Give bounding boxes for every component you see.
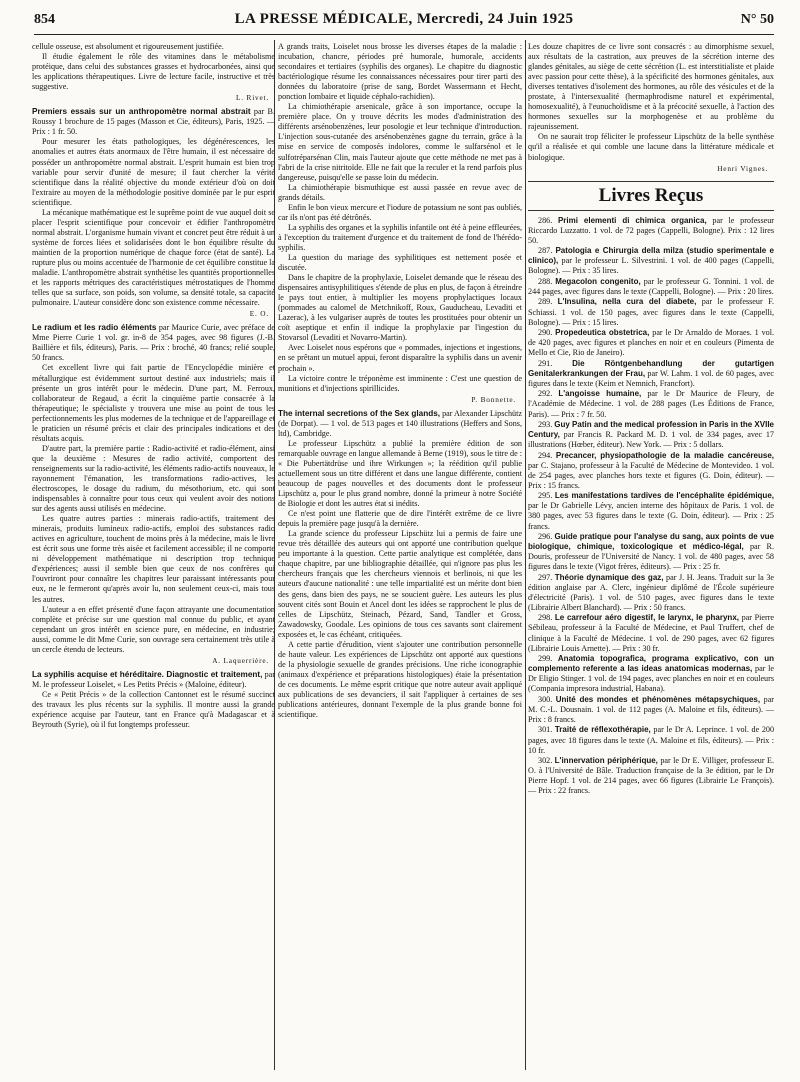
signature: E. O. xyxy=(249,309,269,319)
item-title: Le carrefour aéro digestif, le larynx, le pharynx, xyxy=(554,613,739,623)
list-item xyxy=(528,613,774,653)
list-item xyxy=(528,216,774,246)
item-details: par le professeur F. Schiassi. 1 vol. de 150 pages, avec figures dans le texte (Cappelli, Bologne). — Prix : 15 lires. xyxy=(528,297,775,327)
item-details: par C. Stajano, professeur à la Faculté de Médecine de Montevideo. 1 vol. de 254 pages, avec planches hors texte et figures (G. Doin, éditeur). — Prix : 15 francs. xyxy=(528,460,774,490)
item-title: L'angoisse humaine, xyxy=(558,389,642,399)
list-item xyxy=(528,297,774,327)
item-title: Théorie dynamique des gaz, xyxy=(554,572,664,582)
page-number: 854 xyxy=(34,12,55,27)
signature: Henri Vignes. xyxy=(717,163,768,173)
item-details: par le Dr Maurice de Fleury, de l'Académie de Médecine. 1 vol. de 288 pages (Les Éditions de France, Paris). — Prix : 7 fr. 50. xyxy=(528,389,775,419)
list-item xyxy=(528,451,774,491)
journal-title: LA PRESSE MÉDICALE, Mercredi, 24 Juin 1925 xyxy=(234,11,574,27)
item-title: Anatomia topografica, programa explicativo, con un complemento referente a las ideas anatomicas modernas, xyxy=(528,654,774,674)
item-details: par W. Lahm. 1 vol. de 60 pages, avec figures dans le texte (Keim et Nemnich, Francfort). xyxy=(528,368,774,388)
paragraph: La victoire contre le tréponème est imminente : C'est une question de munitions et d'injections spirillicides. xyxy=(278,373,522,393)
item-title: Traité de réflexothérapie, xyxy=(554,725,651,735)
item-title: Guide pratique pour l'analyse du sang, aux points de vue biologique, chimique, toxicologique et médico-légal, xyxy=(528,532,775,552)
book-reference: par B. Roussy 1 brochure de 15 pages (Masson et Cie, éditeurs), Paris, 1925. — Prix : 1 fr. 50. xyxy=(32,107,275,137)
book-title: Le radium et les radio éléments xyxy=(32,323,157,333)
paragraph: Il étudie également le rôle des vitamines dans le métabolisme protéique, dans celui des substances grasses et hydrocarbonées, ainsi que les applications thérapeutiques. Livre de lecture facile, instructive et très suggestive. xyxy=(32,52,275,92)
paragraph: Ce n'est point une flatterie que de dire l'intérêt extrême de ce livre depuis la première page jusqu'à la dernière. xyxy=(278,509,522,529)
paragraph: A cette partie d'érudition, vient s'ajouter une contribution personnelle de haute valeur. Les expériences de Lipschütz ont apporté aux questions de la physiologie sexuelle de grandes précisions. Une riche iconographie (animaux d'expérience et préparations histologiques) étaie la présentation de ces documents. Le même esprit critique que notre auteur avait appliqué aux publications de ses devanciers, il sait l'appliquer à certaines de ses publications antérieures, donnant l'exemple de la plus grande bonne foi scientifique. xyxy=(278,639,522,720)
list-item xyxy=(528,491,774,531)
paragraph: Ce « Petit Précis » de la collection Cantonnet est le résumé succinct des travaux les plus récents sur la syphilis. Il montre aussi la grande expérience acquise par l'auteur, tant en France qu'à Madagascar et à Beyrouth (Syrie), où il fut longtemps professeur. xyxy=(32,689,275,730)
item-details: par le Dr A. Leprince. 1 vol. de 200 pages, avec 18 figures dans le texte (A. Maloine et fils, éditeurs). — Prix : 10 fr. xyxy=(528,725,775,755)
book-reference: par M. le professeur Loiselet, « Les Petits Précis » (Maloine, éditeur). xyxy=(32,669,275,689)
paragraph: Les quatre autres parties : minerais radio-actifs, traitement des minerais, produits lumineux radio-actifs, emploi des substances radio actives en agriculture, touchent de moins près à la médecine, mais le livre est écrit sous une forme très aisée et facilement accessible; il ne comporte ni développement mathématique ni description trop technique d'expériences; aussi il semble bien que ceux de nos confrères qui l'ouvriront pour connaître les chapitres leur paraissant intéressants pour eux, ne le fermeront qu'après avoir lu, non seulement ceux-ci, mais tous les autres. xyxy=(32,514,275,604)
paragraph: Pour mesurer les états pathologiques, les dégénérescences, les anomalies et autres états anormaux de l'être humain, il est nécessaire de posséder un anthropomètre normal abstrait. L'esprit humain est bien trop variable pour servir d'unité de mesure; il faut chercher la vérité scientifique dans la réalité objective du monde extérieur d'où on doit l'extraire au moyen de la méthodologie positive dominée par le pur esprit scientifique. xyxy=(32,137,275,207)
item-details: par le professeur L. Silvestrini. 1 vol. de 400 pages (Cappelli, Bologne). — Prix : 35 lires. xyxy=(528,256,774,276)
list-item xyxy=(528,695,774,725)
section-heading xyxy=(528,181,774,207)
item-number: 302. xyxy=(538,756,555,766)
page-header xyxy=(34,8,774,35)
item-title: Die Röntgenbehandlung der gutartigen Genitalerkrankungen der Frau, xyxy=(528,358,774,378)
book-reference: par Maurice Curie, avec préface de Mme Pierre Curie 1 vol. gr. in-8 de 354 pages, avec 98 figures (J.-B. Baillière et fils, éditeurs), Paris. — Prix : broché, 40 francs; relié souple, 50 francs. xyxy=(32,323,275,363)
signature: A. Laquerrière. xyxy=(212,655,269,665)
item-number: 291. xyxy=(538,358,573,368)
signature: L. Rivet. xyxy=(236,93,269,103)
review-internal-secretions-cont xyxy=(528,42,774,163)
list-item xyxy=(528,725,774,755)
review-radium xyxy=(32,363,275,654)
item-details: par le professeur G. Tonnini. 1 vol. de 244 pages, avec figures dans le texte (Cappelli, Bologne). — Prix : 20 lires. xyxy=(528,276,775,296)
item-number: 299. xyxy=(538,654,558,664)
review-title xyxy=(278,409,522,439)
item-title: Primi elementi di chimica organica, xyxy=(557,215,707,225)
list-item xyxy=(528,654,774,694)
item-number: 301. xyxy=(538,725,555,735)
paragraph: Dans le chapitre de la prophylaxie, Loiselet demande que le réseau des dispensaires antisyphilitiques s'étende de plus en plus, de façon à étreindre le pays tout entier, à multiplier les moyens prophylactiques locaux (pommades au calomel de Metchnikoff, Roux, Gauducheau, Levaditi et Lazerac), à les vulgariser auprès de toutes les prostituées pour obtenir un coït aseptique et enfin il indique la prophylaxie par l'ingestion du Stovarsol (Levaditi et Novarro-Martin). xyxy=(278,273,522,343)
item-number: 296. xyxy=(538,532,555,542)
item-details: par le professeur Riccardo Luzzatto. 1 vol. de 72 pages (Cappelli, Bologne). Prix : 12 lires 50. xyxy=(528,215,774,245)
books-received-list xyxy=(528,216,774,797)
item-number: 300. xyxy=(538,694,556,704)
item-title: Patologia e Chirurgia della milza (studio sperimentale e clinico), xyxy=(528,246,774,266)
list-item xyxy=(528,328,774,358)
item-title: L'innervation périphérique, xyxy=(554,756,658,766)
book-title: Premiers essais sur un anthropomètre normal abstrait xyxy=(32,107,251,117)
item-details: par R. Douris, professeur de l'Université de Nancy. 1 vol. de 480 pages, avec 58 figures dans le texte (Vigot frères, éditeurs). — Prix : 25 fr. xyxy=(528,542,774,572)
paragraph: La chimiothérapie bismuthique est aussi passée en revue avec de grands détails. xyxy=(278,182,522,202)
item-details: par le Dr Eligio Stinger. 1 vol. de 194 pages, avec planches en noir et en couleurs (Compania impresora industrial, Habana). xyxy=(528,664,774,694)
review-internal-secretions xyxy=(278,439,522,720)
paragraph: La grande science du professeur Lipschütz lui a permis de faire une revue très détaillée des auteurs qui ont apporté une contribution quelque peu importante à la question. Cette partie analytique est complétée, dans chaque chapitre, par une bibliographie détaillée, qui n'ignore pas plus les chercheurs français que les chercheurs viennois et berlinois, ni que les auteurs d'aucune nationalité : une telle impartialité est un mérite dont bien des gens, dans bien des pays, ne se soucient guère. Les auteurs les plus souvent cités sont Bouin et Ancel dont les idées se rapprochent le plus de celles de Lipschütz, Steinach, Pézard, Sand, Tandler et Gross, Zawadowsky, Goodale. Les opinions de tous ces savants sont clairement exposées et, le cas échéant, critiquées. xyxy=(278,529,522,639)
book-title: The internal secretions of the Sex glands, xyxy=(278,408,441,418)
paragraph: Le professeur Lipschütz a publié la première édition de son remarquable ouvrage en langue allemande à Berne (1919), sous le titre de : « Die Pubertätdrüse und ihre Wirkungen »; la réédition qu'il publie actuellement sous un titre différent et dans une langue différente, contient beaucoup de pages nouvelles et des documents dont le professeur Lipschütz a, pour le plus grand nombre, donné la primeur à notre Société de Biologie et dont les autres état si inédits. xyxy=(278,438,522,509)
item-number: 286. xyxy=(538,215,558,225)
review-syphilis-cont xyxy=(278,42,522,394)
review-syphilis-start xyxy=(32,690,275,730)
list-item xyxy=(528,532,774,572)
item-details: par le Dr E. Villiger, professeur E. O. à l'Université de Bâle. Traduction française de la 3e édition, par le Dr Pierre Hopf. 1 vol. de 214 pages, avec 66 figures (Librairie Le François). — Prix : 22 francs. xyxy=(528,756,775,796)
list-item xyxy=(528,420,774,450)
paragraph: On ne saurait trop féliciter le professeur Lipschütz de la belle synthèse qu'il a réalisée et qui comble une lacune dans la littérature médicale et biologique. xyxy=(528,132,774,162)
review-title xyxy=(32,670,275,690)
paragraph: cellule osseuse, est absolument et rigoureusement justifiée. xyxy=(32,42,224,51)
list-item xyxy=(528,389,774,419)
list-item xyxy=(528,756,774,796)
item-number: 295. xyxy=(538,491,555,501)
item-title: Propedeutica obstetrica, xyxy=(555,328,650,338)
review-roussy xyxy=(32,137,275,308)
column-divider xyxy=(525,40,526,1070)
item-number: 287. xyxy=(538,246,556,256)
item-title: Les manifestations tardives de l'encéphalite épidémique, xyxy=(554,491,774,501)
item-title: Megacolon congenito, xyxy=(555,276,641,286)
paragraph: Cet excellent livre qui fait partie de l'Encyclopédie minière et métallurgique est évidemment surtout destiné aux industriels; mais il présente un gros intérêt pour le médecin. D'une part, M. Ferroux, collaborateur de Regaud, a écrit la cinquième partie consacrée à la thérapeutique; le spécialiste y trouvera une mise au point de tous les perfectionnements les plus modernes de la technique et de l'appareillage et le praticien un résumé précis et clair des principales indications et des résultats acquis. xyxy=(32,363,275,443)
item-title: Precancer, physiopathologie de la maladie cancéreuse, xyxy=(555,450,775,460)
section-heading-text: Livres Reçus xyxy=(598,184,704,206)
item-title: Guy Patin and the medical profession in Paris in the XVIIe Century, xyxy=(528,420,775,440)
item-details: par M. C.-L. Dousnain. 1 vol. de 112 pages (A. Maloine et fils, éditeurs). — Prix : 8 francs. xyxy=(528,694,774,724)
item-title: L'Insulina, nella cura del diabete, xyxy=(557,297,697,307)
review-title xyxy=(32,323,275,363)
item-details: par Francis R. Packard M. D. 1 vol. de 334 pages, avec 17 illustrations (Hœber, éditeur). New York. — Prix : 5 dollars. xyxy=(528,430,774,450)
item-number: 293. xyxy=(538,420,555,430)
paragraph: L'auteur a en effet présenté d'une façon attrayante une documentation complète et précise sur une question mal connue du public, et ayant cependant un gros intérêt en science pure, en médecine, en industrie; aussi, comme le dit Mme Curie, son ouvrage sera certainement très utile à un cercle étendu de lecteurs. xyxy=(32,604,275,654)
item-number: 290. xyxy=(538,328,556,338)
review-rivet-end xyxy=(32,42,275,92)
paragraph: Enfin le bon vieux mercure et l'iodure de potassium ne sont pas oubliés, car ils n'ont pas été détrônés. xyxy=(278,202,522,222)
item-number: 294. xyxy=(538,450,556,460)
issue-number: N° 50 xyxy=(740,12,774,27)
paragraph: A grands traits, Loiselet nous brosse les diverses étapes de la maladie : incubation, chancre, périodes pré humorale, humorale, accidents secondaires et tertiaires (syphilis des organes). Le chapitre du diagnostic bactériologique résume les connaissances nécessaires pour tirer parti des données du laboratoire (prise de sang, Bordet Wassermann et Hecht, ponction lombaire et liquide céphalo-rachidien). xyxy=(278,42,522,102)
paragraph: La syphilis des organes et la syphilis infantile ont été à peine effleurées, à l'exception du traitement d'urgence et du traitement de fond de l'hérédo-syphilis. xyxy=(278,222,522,252)
item-number: 298. xyxy=(538,613,555,623)
paragraph: La question du mariage des syphilitiques est nettement posée et discutée. xyxy=(278,252,522,273)
paragraph: Les douze chapitres de ce livre sont consacrés : au dimorphisme sexuel, aux résultats de la castration, aux preuves de la sécrétion interne des glandes génitales, au siège de cette sécrétion (L. est interstitialiste et plaide avec passion pour cette thèse), à la spécificité des hormones génitales, aux diverses tentatives d'isolement des hormones, au rôle des vésicules et de la prostate, à l'intersexualité (hermaphrodisme naturel et expérimental, homosexualité), à l'eunuchoïdisme et à la précocité sexuelle, à l'action des hormones sexuelles sur la morphogenèse et au problème du rajeunissement. xyxy=(528,42,774,132)
review-title xyxy=(32,107,275,137)
item-title: Unité des mondes et phénomènes métapsychiques, xyxy=(555,694,761,704)
paragraph: Avec Loiselet nous espérons que « pommades, injections et ingestions, en se prêtant un mutuel appui, feront disparaître la syphilis dans un avenir prochain ». xyxy=(278,343,522,373)
item-number: 289. xyxy=(538,297,558,307)
list-item xyxy=(528,246,774,276)
item-details: par le Dr Gabrielle Lévy, ancien interne des hôpitaux de Paris. 1 vol. de 380 pages, avec 53 figures dans le texte (G. Doin, éditeur). — Prix : 25 francs. xyxy=(528,501,774,531)
signature: P. Bonnette. xyxy=(471,394,516,404)
column-left xyxy=(32,42,275,730)
column-middle xyxy=(278,42,522,720)
item-details: par Pierre Sébileau, professeur à la Faculté de Médecine, et Paul Truffert, chef de clinique à la Faculté de Médecine. 1 vol. de 290 pages, avec 62 figures (Librairie Louis Arnette). — Prix : 30 fr. xyxy=(528,613,775,653)
item-number: 288. xyxy=(538,276,556,286)
item-number: 292. xyxy=(538,389,559,399)
list-item xyxy=(528,277,774,297)
book-reference: par Alexander Lipschütz (de Dorpat). — 1 vol. de 513 pages et 140 illustrations (Heffers and Sons, ltd), Cambridge. xyxy=(278,408,522,438)
section-rule xyxy=(528,210,774,211)
paragraph: La chimiothérapie arsenicale, grâce à son importance, occupe la première place. On y trouve décrits les modes d'administration des différents arsénobenzènes, leur posologie et leur technique d'introduction. L'injection sous-cutanée des arsénobenzènes gagne du terrain, grâce à la mise en service de composés indolores, comme le sulfarsénol et le sulfotréparsénan Clin, mais l'auteur ajoute que cette méthode ne met pas à l'abri de la crise nitritoïde. Elle ne fait que la reculer et la rend parfois plus dangereuse, puisqu'elle se passe loin du médecin. xyxy=(278,102,522,182)
book-title: La syphilis acquise et héréditaire. Diagnostic et traitement, xyxy=(32,669,263,679)
item-details: par J. H. Jeans. Traduit sur la 3e édition anglaise par A. Clerc, ingénieur diplômé de l'École supérieure d'électricité (Paris). 1 vol. de 510 pages, avec figures dans le texte (Librairie Albert Blanchard). — Prix : 50 francs. xyxy=(528,572,774,612)
item-number: 297. xyxy=(538,572,555,582)
item-details: par le Dr Arnaldo de Moraes. 1 vol. de 420 pages, avec figures et planches en noir et en couleurs (Pimenta de Mello et Cie, Rio de Janeiro). xyxy=(528,328,775,358)
list-item xyxy=(528,359,774,389)
list-item xyxy=(528,573,774,613)
paragraph: D'autre part, la première partie : Radio-activité et radio-élément, ainsi que la deuxième : Mesures de radio activité, comportent des renseignements sur la radio-activité, les éléments radio-actifs nouveaux, le rayonnement l'émanation, les transformations radio-actives, les électroscopes, le dosage du radium, du mésothorium, etc. qui sont indispensables à connaître pour tous ceux qui veulent avoir des notions sur des agents aussi utilisés en médecine. xyxy=(32,443,275,514)
column-right xyxy=(528,42,774,797)
paragraph: La mécanique mathématique est le suprême point de vue auquel doit se placer l'esprit scientifique pour concevoir et édifier l'anthropomètre normal abstrait. L'organisme humain vivant et concret peut être réduit à un système de forces liées et solidarisées dont le bon équilibre résulte du maintien de la proportion numérique de chaque force (état de santé). La rupture plus ou moins accentuée de l'harmonie de cet équilibre constitue la maladie. L'anthropomètre abstrait synthétise les quantités proportionnelles et les rapports métriques des caractéristiques métrostatiques de l'homme telles que sa surface, son poids, son volume, sa densité totale, sa capacité pulmonaire. L'auteur considère donc son existence comme nécessaire. xyxy=(32,207,275,308)
